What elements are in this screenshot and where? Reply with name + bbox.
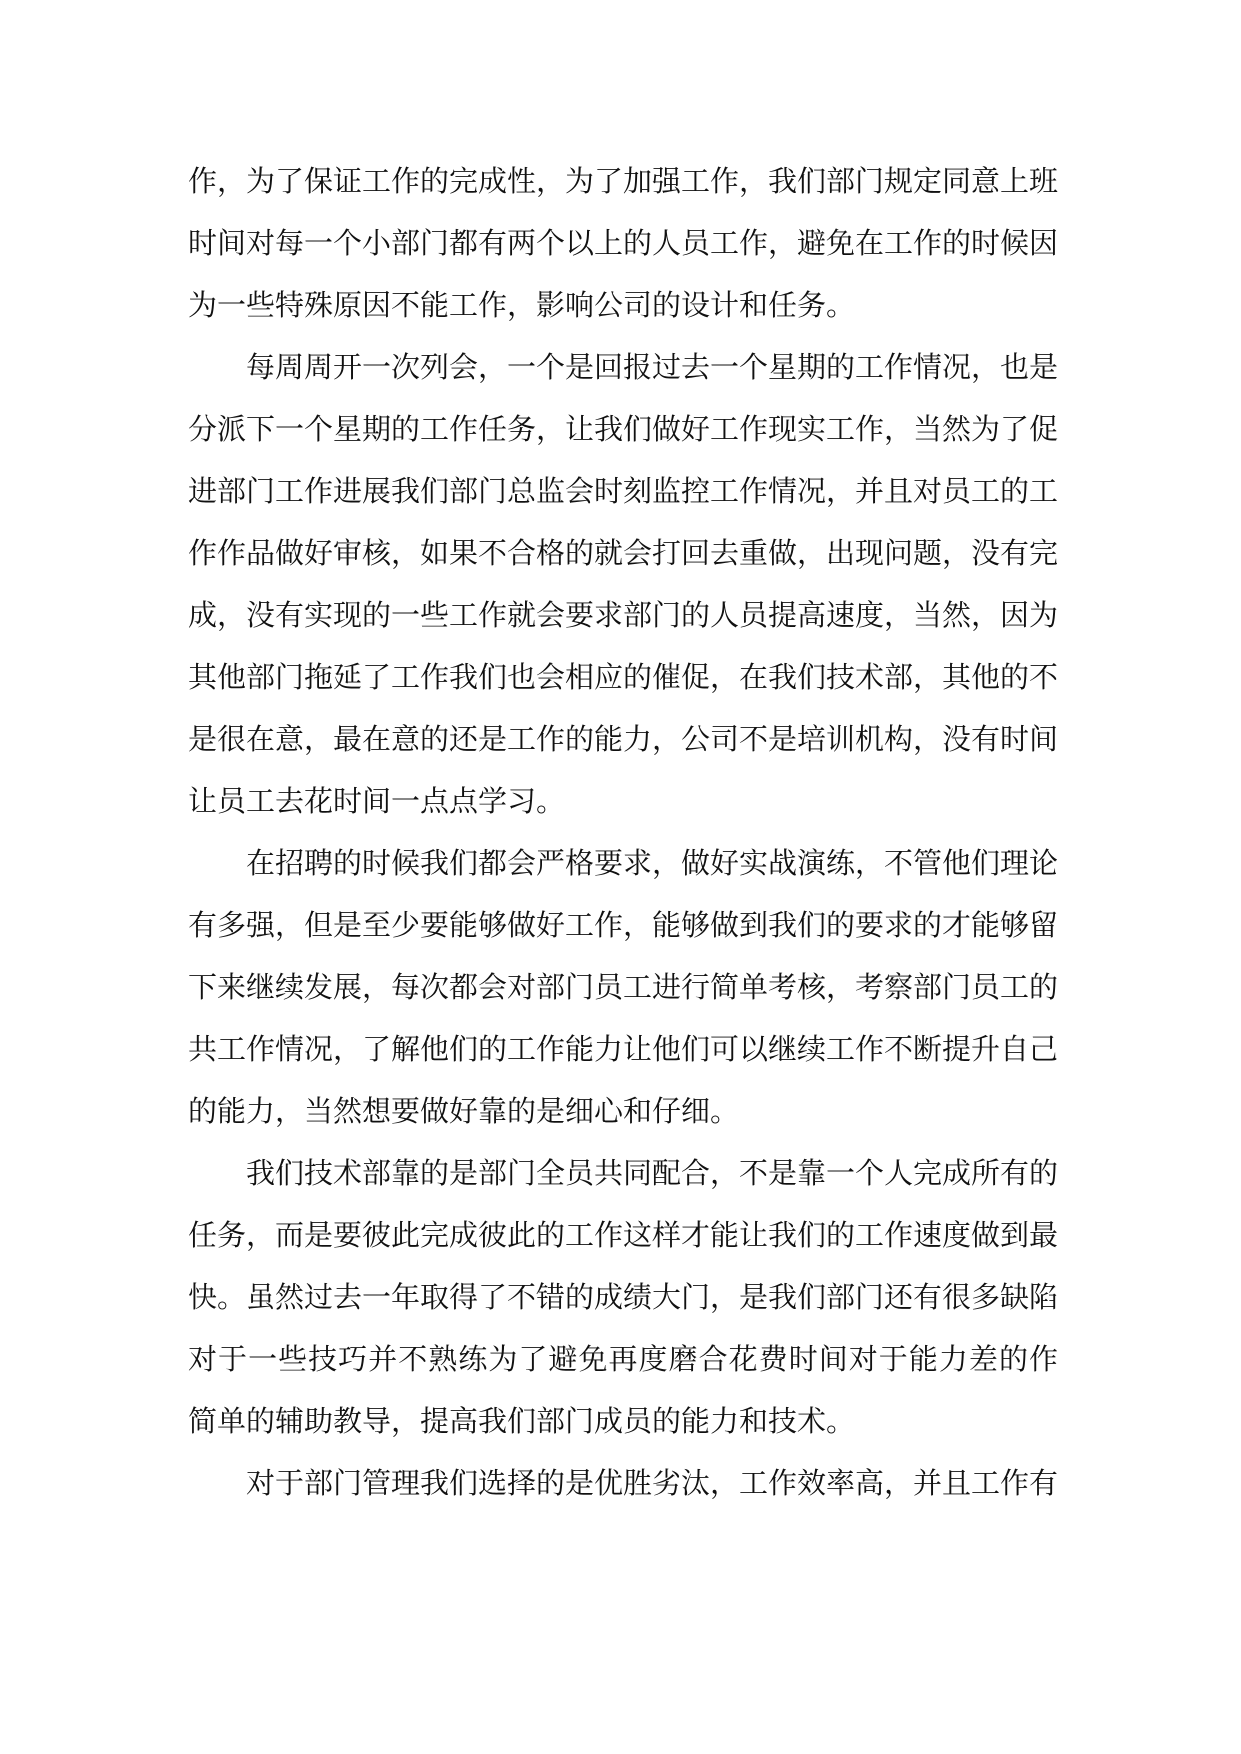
body-line: 下来继续发展，每次都会对部门员工进行简单考核，考察部门员工的 [188, 970, 1059, 1004]
paragraph-first-line: 对于部门管理我们选择的是优胜劣汰，工作效率高，并且工作有 [246, 1466, 1059, 1500]
body-line: 作作品做好审核，如果不合格的就会打回去重做，出现问题，没有完 [188, 536, 1059, 570]
body-line: 共工作情况，了解他们的工作能力让他们可以继续工作不断提升自己 [188, 1032, 1059, 1066]
body-line: 有多强，但是至少要能够做好工作，能够做到我们的要求的才能够留 [188, 908, 1059, 942]
body-line: 进部门工作进展我们部门总监会时刻监控工作情况，并且对员工的工 [188, 474, 1059, 508]
body-line: 时间对每一个小部门都有两个以上的人员工作，避免在工作的时候因 [188, 226, 1059, 260]
paragraph-first-line: 每周周开一次列会，一个是回报过去一个星期的工作情况，也是 [246, 350, 1059, 384]
body-line: 其他部门拖延了工作我们也会相应的催促，在我们技术部，其他的不 [188, 660, 1059, 694]
body-line: 分派下一个星期的工作任务，让我们做好工作现实工作，当然为了促 [188, 412, 1059, 446]
body-line: 成，没有实现的一些工作就会要求部门的人员提高速度，当然，因为 [188, 598, 1059, 632]
body-line: 是很在意，最在意的还是工作的能力，公司不是培训机构，没有时间 [188, 722, 1059, 756]
body-line: 让员工去花时间一点点学习。 [188, 784, 566, 818]
body-line: 作，为了保证工作的完成性，为了加强工作，我们部门规定同意上班 [188, 164, 1059, 198]
body-line: 为一些特殊原因不能工作，影响公司的设计和任务。 [188, 288, 856, 322]
body-line: 简单的辅助教导，提高我们部门成员的能力和技术。 [188, 1404, 856, 1438]
document-body [188, 150, 1058, 1514]
paragraph-first-line: 我们技术部靠的是部门全员共同配合，不是靠一个人完成所有的 [246, 1156, 1059, 1190]
paragraph-first-line: 在招聘的时候我们都会严格要求，做好实战演练，不管他们理论 [246, 846, 1059, 880]
body-line: 的能力，当然想要做好靠的是细心和仔细。 [188, 1094, 740, 1128]
body-line: 任务，而是要彼此完成彼此的工作这样才能让我们的工作速度做到最 [188, 1218, 1059, 1252]
body-line: 对于一些技巧并不熟练为了避免再度磨合花费时间对于能力差的作 [188, 1342, 1058, 1376]
body-line: 快。虽然过去一年取得了不错的成绩大门，是我们部门还有很多缺陷 [188, 1280, 1059, 1314]
